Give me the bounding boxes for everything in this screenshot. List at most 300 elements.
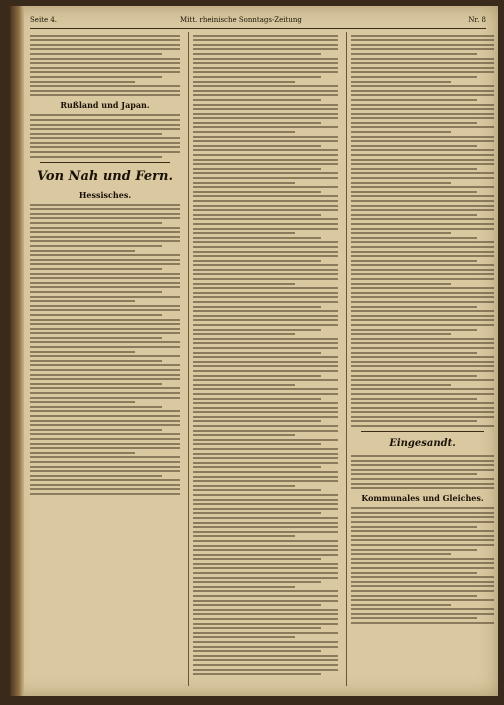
text-line	[193, 489, 321, 491]
text-line	[351, 223, 494, 225]
text-line	[30, 208, 180, 210]
text-line	[351, 186, 494, 188]
text-line	[351, 99, 477, 101]
text-line	[351, 613, 494, 615]
text-line	[30, 240, 180, 242]
text-line	[30, 443, 180, 445]
text-line	[193, 94, 338, 96]
text-line	[30, 429, 162, 431]
text-line	[351, 296, 494, 298]
text-line	[193, 333, 295, 335]
text-line	[30, 53, 162, 55]
text-line	[30, 397, 180, 399]
text-line	[193, 324, 338, 326]
text-line	[351, 483, 494, 485]
text-line	[30, 76, 162, 78]
text-line	[30, 415, 180, 417]
column-2	[188, 32, 338, 686]
text-line	[193, 499, 338, 501]
text-line	[193, 531, 338, 533]
text-line	[351, 460, 494, 462]
text-line	[193, 375, 321, 377]
text-line	[193, 126, 338, 128]
text-line	[351, 464, 494, 466]
text-line	[193, 228, 338, 230]
text-line	[351, 306, 477, 308]
text-line	[30, 319, 180, 321]
page-header	[30, 14, 486, 29]
text-line	[351, 585, 494, 587]
text-line	[351, 411, 494, 413]
text-line	[351, 62, 494, 64]
text-line	[30, 71, 180, 73]
text-line	[193, 526, 338, 528]
text-line	[193, 434, 295, 436]
text-line	[30, 351, 135, 353]
text-line	[193, 535, 295, 537]
text-line	[351, 544, 494, 546]
text-line	[351, 39, 494, 41]
text-line	[30, 309, 180, 311]
text-line	[193, 370, 338, 372]
text-line	[30, 369, 180, 371]
text-line	[351, 469, 494, 471]
text-line	[351, 136, 494, 138]
text-line	[351, 251, 494, 253]
text-line	[30, 250, 135, 252]
text-line	[193, 159, 338, 161]
text-line	[193, 402, 338, 404]
text-line	[351, 228, 494, 230]
text-line	[351, 214, 477, 216]
text-line	[30, 35, 180, 37]
text-line	[193, 140, 338, 142]
text-line	[193, 462, 338, 464]
text-line	[351, 310, 494, 312]
text-line	[193, 315, 338, 317]
text-line	[351, 58, 494, 60]
text-line	[193, 545, 338, 547]
text-line	[193, 586, 295, 588]
text-line	[351, 473, 477, 475]
text-line	[193, 641, 338, 643]
text-line	[30, 62, 180, 64]
text-line	[193, 269, 338, 271]
text-line	[351, 117, 494, 119]
text-line	[193, 522, 338, 524]
text-line	[193, 292, 338, 294]
text-line	[30, 236, 180, 238]
text-line	[193, 264, 338, 266]
text-line	[193, 246, 338, 248]
text-line	[193, 182, 295, 184]
text-line	[193, 352, 321, 354]
text-line	[30, 259, 180, 261]
text-line	[30, 433, 180, 435]
heading-near-far: Von Nah und Fern.	[37, 168, 173, 184]
text-line	[30, 114, 180, 116]
text-line	[193, 287, 338, 289]
text-line	[351, 200, 494, 202]
text-line	[351, 361, 494, 363]
text-block	[30, 114, 180, 157]
text-line	[193, 439, 338, 441]
text-line	[193, 214, 321, 216]
text-line	[351, 195, 494, 197]
text-line	[30, 364, 180, 366]
text-line	[351, 273, 494, 275]
text-line	[30, 341, 180, 343]
text-line	[193, 430, 338, 432]
text-line	[193, 338, 338, 340]
text-line	[193, 237, 321, 239]
text-line	[351, 237, 477, 239]
text-line	[351, 553, 451, 555]
text-line	[30, 401, 135, 403]
text-line	[351, 595, 477, 597]
text-line	[193, 646, 338, 648]
text-line	[351, 352, 477, 354]
text-line	[351, 149, 494, 151]
text-line	[351, 35, 494, 37]
text-line	[30, 479, 180, 481]
text-line	[30, 291, 162, 293]
text-line	[351, 76, 477, 78]
text-line	[193, 191, 321, 193]
text-line	[30, 461, 180, 463]
text-line	[351, 398, 477, 400]
text-line	[351, 407, 494, 409]
text-line	[193, 650, 321, 652]
text-line	[351, 384, 451, 386]
text-line	[351, 232, 451, 234]
text-line	[351, 342, 494, 344]
text-line	[193, 90, 338, 92]
text-line	[193, 384, 295, 386]
text-line	[193, 104, 338, 106]
text-line	[193, 154, 338, 156]
text-line	[30, 124, 180, 126]
text-line	[30, 337, 162, 339]
text-line	[193, 200, 338, 202]
text-line	[193, 659, 338, 661]
text-line	[193, 319, 338, 321]
text-line	[351, 67, 494, 69]
text-line	[351, 539, 494, 541]
text-line	[193, 58, 338, 60]
text-line	[30, 277, 180, 279]
text-line	[193, 494, 338, 496]
text-line	[30, 222, 162, 224]
text-line	[30, 475, 162, 477]
text-line	[193, 260, 321, 262]
text-line	[351, 145, 477, 147]
text-line	[351, 576, 494, 578]
text-line	[351, 168, 477, 170]
text-line	[351, 558, 494, 560]
text-line	[30, 328, 180, 330]
text-line	[351, 516, 494, 518]
text-line	[351, 177, 494, 179]
text-line	[30, 456, 180, 458]
text-line	[351, 315, 494, 317]
text-line	[193, 393, 338, 395]
text-line	[193, 609, 338, 611]
text-line	[30, 67, 180, 69]
text-line	[193, 273, 338, 275]
text-line	[193, 577, 338, 579]
text-line	[193, 39, 338, 41]
issue-number: Nr. 8	[468, 16, 486, 24]
text-block	[193, 35, 338, 676]
text-line	[30, 296, 180, 298]
text-line	[193, 241, 338, 243]
text-line	[193, 503, 338, 505]
text-line	[351, 507, 494, 509]
text-line	[193, 168, 321, 170]
text-line	[30, 58, 180, 60]
text-line	[351, 126, 494, 128]
text-line	[193, 567, 338, 569]
text-line	[193, 448, 338, 450]
text-line	[193, 283, 295, 285]
text-line	[193, 595, 338, 597]
text-line	[193, 600, 338, 602]
text-line	[193, 117, 338, 119]
text-line	[193, 407, 338, 409]
text-line	[30, 204, 180, 206]
text-line	[30, 493, 180, 495]
text-line	[193, 558, 321, 560]
text-line	[193, 388, 338, 390]
text-line	[30, 484, 180, 486]
text-line	[30, 282, 180, 284]
text-line	[30, 119, 180, 121]
text-line	[351, 269, 494, 271]
text-line	[30, 151, 180, 153]
text-line	[351, 420, 477, 422]
text-line	[351, 94, 494, 96]
text-line	[351, 512, 494, 514]
text-line	[351, 53, 477, 55]
text-line	[193, 398, 321, 400]
text-line	[30, 146, 180, 148]
text-line	[351, 356, 494, 358]
text-line	[30, 268, 162, 270]
text-line	[193, 71, 338, 73]
text-line	[193, 81, 295, 83]
text-line	[193, 53, 321, 55]
text-line	[30, 137, 180, 139]
column-1	[30, 32, 180, 686]
text-line	[30, 466, 180, 468]
text-line	[351, 218, 494, 220]
text-line	[30, 360, 162, 362]
text-block	[30, 204, 180, 495]
text-line	[351, 608, 494, 610]
text-line	[193, 205, 338, 207]
text-line	[193, 347, 338, 349]
text-block	[351, 455, 494, 489]
text-line	[30, 438, 180, 440]
divider	[361, 431, 484, 432]
heading-submitted: Eingesandt.	[389, 438, 456, 450]
text-line	[30, 245, 162, 247]
text-line	[193, 329, 321, 331]
text-line	[351, 535, 494, 537]
text-line	[193, 163, 338, 165]
text-line	[351, 567, 494, 569]
text-line	[351, 241, 494, 243]
text-line	[193, 365, 338, 367]
text-line	[351, 172, 494, 174]
text-line	[351, 604, 451, 606]
text-line	[193, 76, 321, 78]
text-line	[30, 323, 180, 325]
text-line	[351, 530, 494, 532]
text-line	[30, 488, 180, 490]
text-line	[351, 622, 494, 624]
text-line	[351, 283, 451, 285]
text-line	[351, 478, 494, 480]
text-line	[351, 48, 494, 50]
newspaper-page	[10, 6, 498, 696]
text-line	[30, 156, 162, 158]
text-line	[193, 342, 338, 344]
text-line	[193, 131, 295, 133]
text-line	[351, 113, 494, 115]
text-line	[351, 319, 494, 321]
text-line	[193, 361, 338, 363]
text-line	[193, 485, 295, 487]
text-line	[193, 108, 338, 110]
text-line	[193, 255, 338, 257]
text-line	[193, 411, 338, 413]
text-line	[351, 393, 494, 395]
text-line	[193, 379, 338, 381]
text-line	[193, 136, 338, 138]
text-line	[193, 218, 338, 220]
text-line	[351, 329, 477, 331]
text-line	[193, 623, 338, 625]
text-line	[351, 191, 477, 193]
text-line	[193, 673, 321, 675]
text-line	[193, 122, 321, 124]
text-line	[30, 383, 162, 385]
text-line	[30, 374, 180, 376]
text-line	[351, 154, 494, 156]
text-line	[351, 562, 494, 564]
text-line	[30, 424, 180, 426]
text-line	[193, 145, 321, 147]
text-line	[351, 301, 494, 303]
text-line	[351, 549, 477, 551]
text-line	[351, 131, 451, 133]
text-line	[193, 310, 338, 312]
text-line	[193, 554, 338, 556]
text-line	[30, 133, 162, 135]
text-line	[193, 67, 338, 69]
text-line	[193, 508, 338, 510]
text-line	[351, 163, 494, 165]
text-line	[351, 425, 494, 427]
page-number: Seite 4.	[30, 16, 58, 24]
text-line	[193, 177, 338, 179]
text-line	[193, 301, 338, 303]
text-line	[351, 255, 494, 257]
text-line	[30, 406, 162, 408]
text-line	[351, 85, 494, 87]
text-line	[351, 209, 494, 211]
text-line	[30, 142, 180, 144]
text-line	[30, 81, 135, 83]
text-line	[351, 388, 494, 390]
text-line	[193, 251, 338, 253]
book-spine	[10, 6, 24, 696]
text-line	[30, 332, 180, 334]
text-line	[351, 246, 494, 248]
text-line	[30, 392, 180, 394]
text-line	[30, 85, 180, 87]
text-block	[351, 507, 494, 624]
heading-communal: Kommunales und Gleiches.	[361, 493, 484, 504]
text-line	[30, 263, 180, 265]
text-line	[30, 90, 180, 92]
text-line	[30, 227, 180, 229]
text-line	[351, 572, 477, 574]
text-line	[351, 617, 477, 619]
text-line	[193, 604, 321, 606]
text-line	[351, 365, 494, 367]
text-line	[351, 278, 494, 280]
text-line	[193, 618, 338, 620]
text-line	[351, 90, 494, 92]
text-line	[30, 254, 180, 256]
text-line	[193, 517, 338, 519]
text-line	[351, 260, 477, 262]
text-line	[351, 108, 494, 110]
text-line	[351, 44, 494, 46]
text-line	[351, 347, 494, 349]
text-line	[193, 512, 321, 514]
text-line	[30, 355, 180, 357]
text-line	[193, 466, 321, 468]
text-line	[193, 443, 321, 445]
text-line	[30, 128, 180, 130]
text-line	[193, 669, 338, 671]
text-line	[351, 581, 494, 583]
text-line	[193, 453, 338, 455]
text-line	[193, 113, 338, 115]
text-line	[193, 306, 321, 308]
text-line	[351, 590, 494, 592]
text-line	[351, 71, 494, 73]
divider	[40, 162, 170, 163]
text-line	[351, 122, 477, 124]
text-line	[30, 48, 180, 50]
text-line	[351, 292, 494, 294]
text-line	[193, 627, 321, 629]
text-line	[351, 416, 494, 418]
text-line	[30, 447, 180, 449]
text-line	[193, 232, 295, 234]
text-line	[30, 231, 180, 233]
text-line	[193, 48, 338, 50]
text-line	[30, 410, 180, 412]
text-line	[193, 425, 338, 427]
heading-russia-japan: Rußland und Japan.	[60, 100, 150, 111]
text-line	[193, 549, 338, 551]
